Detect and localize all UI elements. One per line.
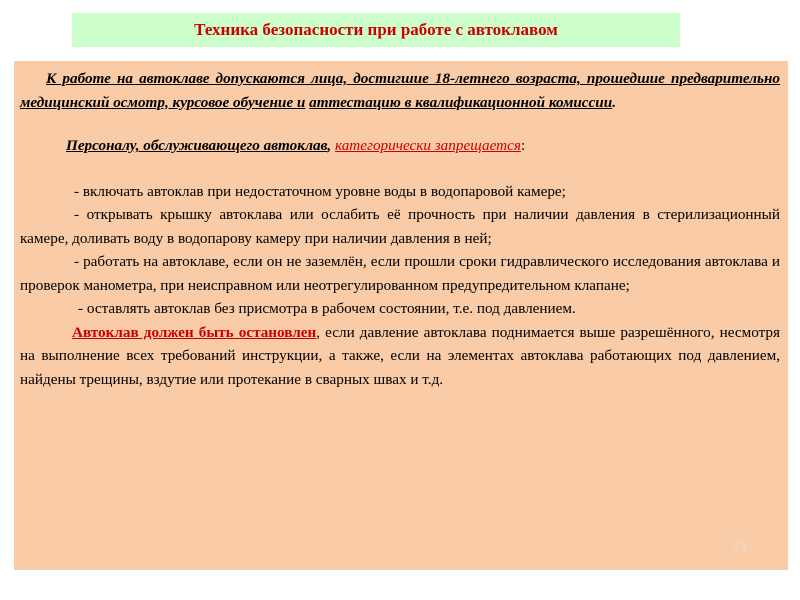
staff-comma: , <box>327 137 335 154</box>
intro-period: . <box>612 93 616 111</box>
staff-label: Персоналу, обслуживающего автоклав <box>66 137 328 154</box>
stop-highlight: Автоклав должен быть остановлен <box>72 323 317 341</box>
list-item: - оставлять автоклав без присмотра в рабочем состоянии, т.е. под давлением. <box>78 300 576 317</box>
list-item: - работать на автоклаве, если он не заземлён, если прошли сроки гидравлического исследования автоклава и проверок манометра, при неисправном или неотрегулированном предупредительном клапане; <box>20 253 780 294</box>
slide-title: Техника безопасности при работе с автоклавом <box>194 20 558 39</box>
forbidden-label: категорически запрещается <box>334 137 521 154</box>
content-panel <box>14 61 788 570</box>
staff-colon: : <box>520 137 526 154</box>
page-number: 21 <box>732 537 748 554</box>
list-item: - включать автоклав при недостаточном уровне воды в водопаровой камере; <box>74 182 566 200</box>
staff-heading <box>20 134 780 158</box>
title-banner <box>72 13 680 47</box>
stop-paragraph <box>20 321 780 392</box>
stop-text: , если давление автоклава поднимается выше разрешённого, несмотря на выполнение всех требований инструкции, а также, если на элементах автоклава работающих под давлением, найдены трещины, вздутие или протекание в сварных швах и т.д. <box>20 323 780 388</box>
intro-paragraph <box>20 67 780 114</box>
list-item: - открывать крышку автоклава или ослабить её прочность при наличии давления в стерилизационный камере, доливать воду в водопарову камеру при наличии давления в ней; <box>20 206 780 247</box>
intro-text: К работе на автоклаве допускаются лица, достигшие 18-летнего возраста, прошедшие предварительно медицинский осмотр, курсовое обучение и <box>20 70 780 111</box>
intro-attestation: аттестацию в квалификационной комиссии <box>309 93 613 111</box>
